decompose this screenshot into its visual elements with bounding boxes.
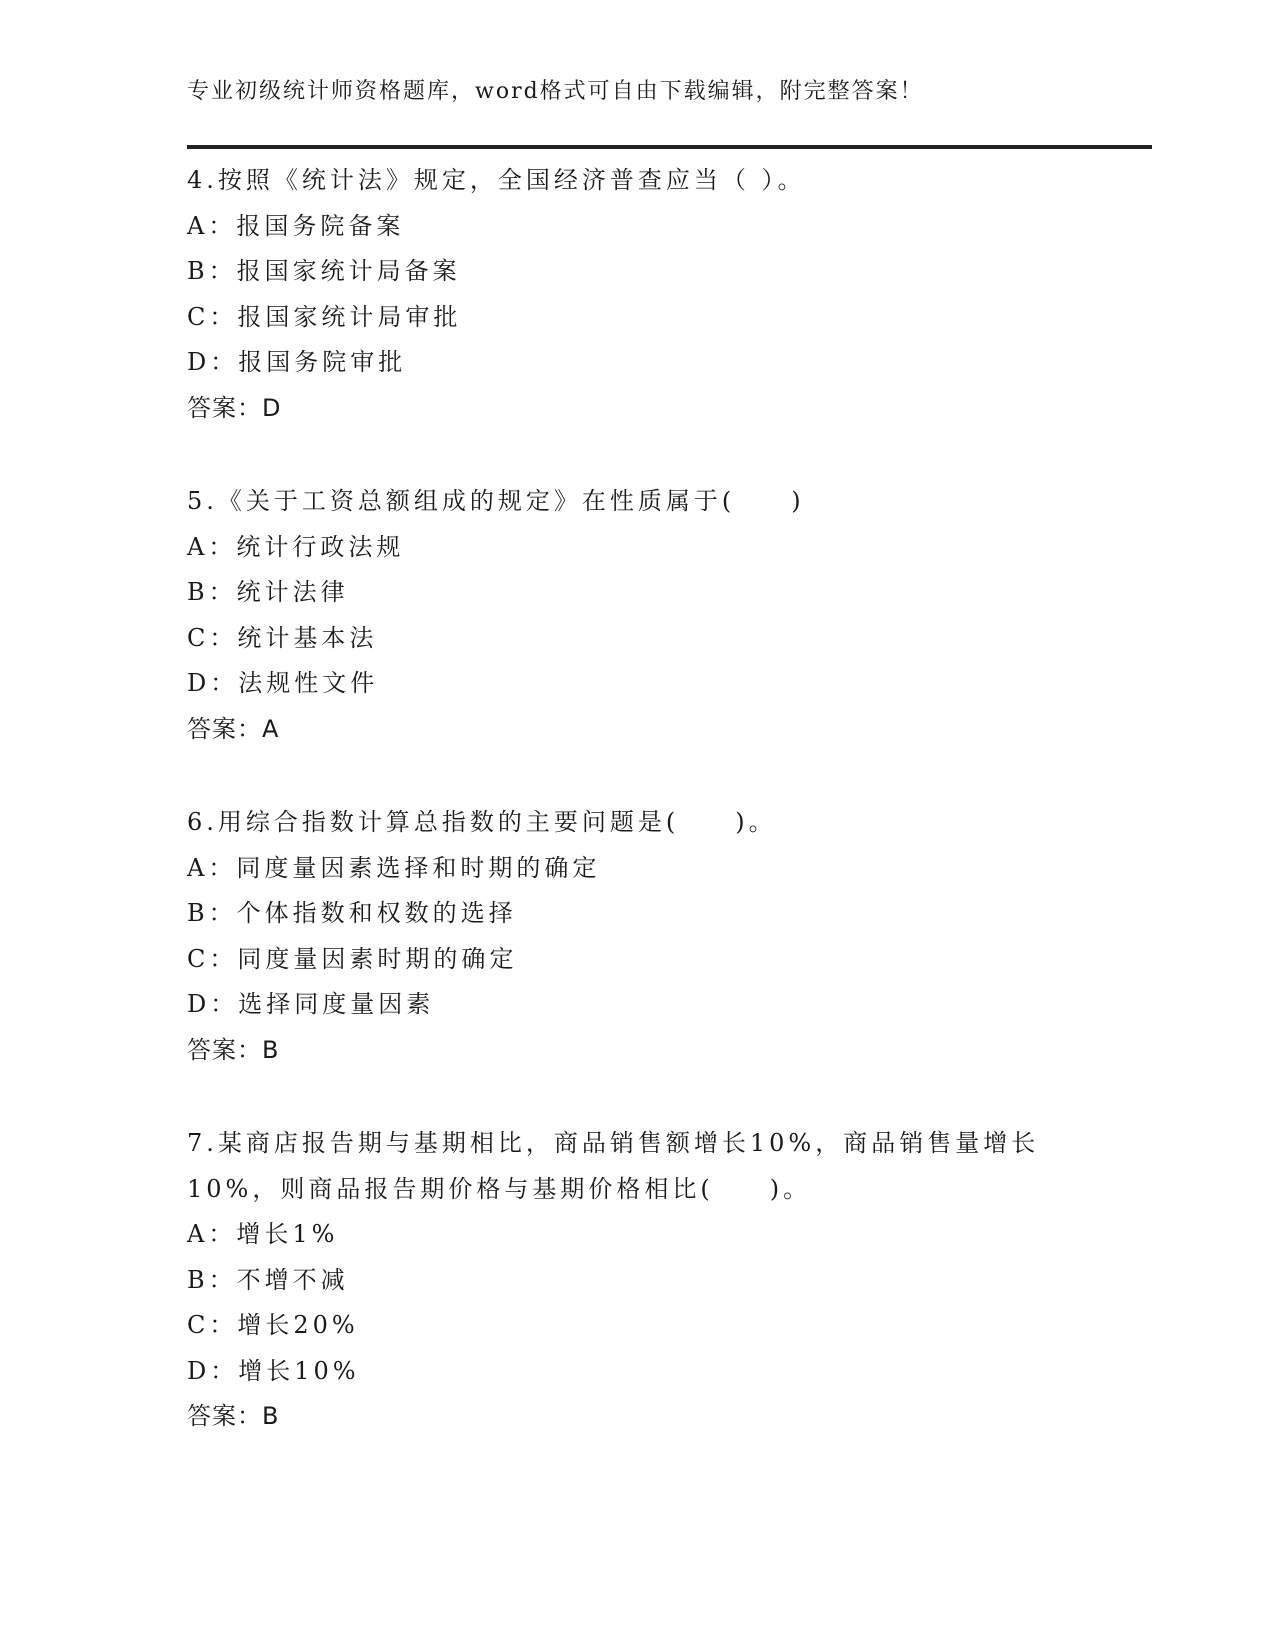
option-a: A：报国务院备案 (187, 211, 405, 240)
option-c: C：同度量因素时期的确定 (187, 944, 518, 973)
question-stem-continued: 10%，则商品报告期价格与基期价格相比( )。 (187, 1174, 812, 1203)
question-list (187, 158, 1087, 1488)
option-a: A：增长1% (187, 1220, 339, 1248)
question-stem: 5.《关于工资总额组成的规定》在性质属于( ) (187, 487, 805, 515)
option-d: D：选择同度量因素 (187, 990, 435, 1018)
option-b: B：不增不减 (187, 1265, 349, 1294)
answer-line: 答案：B (187, 1402, 280, 1430)
option-c: C：增长20% (187, 1311, 359, 1339)
answer-line: 答案：B (187, 1035, 280, 1064)
question-5 (187, 479, 1087, 752)
header-divider (187, 145, 1152, 149)
question-stem: 4.按照《统计法》规定，全国经济普查应当（ ）。 (187, 166, 806, 194)
page-header: 专业初级统计师资格题库，word格式可自由下载编辑，附完整答案！ (187, 79, 924, 104)
option-a: A：统计行政法规 (187, 532, 405, 561)
option-d: D：报国务院审批 (187, 348, 407, 376)
answer-line: 答案：D (187, 393, 282, 422)
option-b: B：统计法律 (187, 578, 349, 606)
question-stem: 7.某商店报告期与基期相比，商品销售额增长10%，商品销售量增长 (187, 1129, 1040, 1157)
option-d: D：增长10% (187, 1356, 360, 1385)
answer-line: 答案：A (187, 714, 280, 743)
option-b: B：报国家统计局备案 (187, 257, 461, 285)
option-a: A：同度量因素选择和时期的确定 (187, 853, 601, 882)
option-c: C：报国家统计局审批 (187, 302, 462, 331)
question-6 (187, 800, 1087, 1073)
question-4 (187, 158, 1087, 431)
question-7 (187, 1121, 1087, 1440)
option-d: D：法规性文件 (187, 669, 379, 697)
option-c: C：统计基本法 (187, 623, 378, 652)
option-b: B：个体指数和权数的选择 (187, 899, 517, 927)
question-stem: 6.用综合指数计算总指数的主要问题是( )。 (187, 808, 777, 836)
